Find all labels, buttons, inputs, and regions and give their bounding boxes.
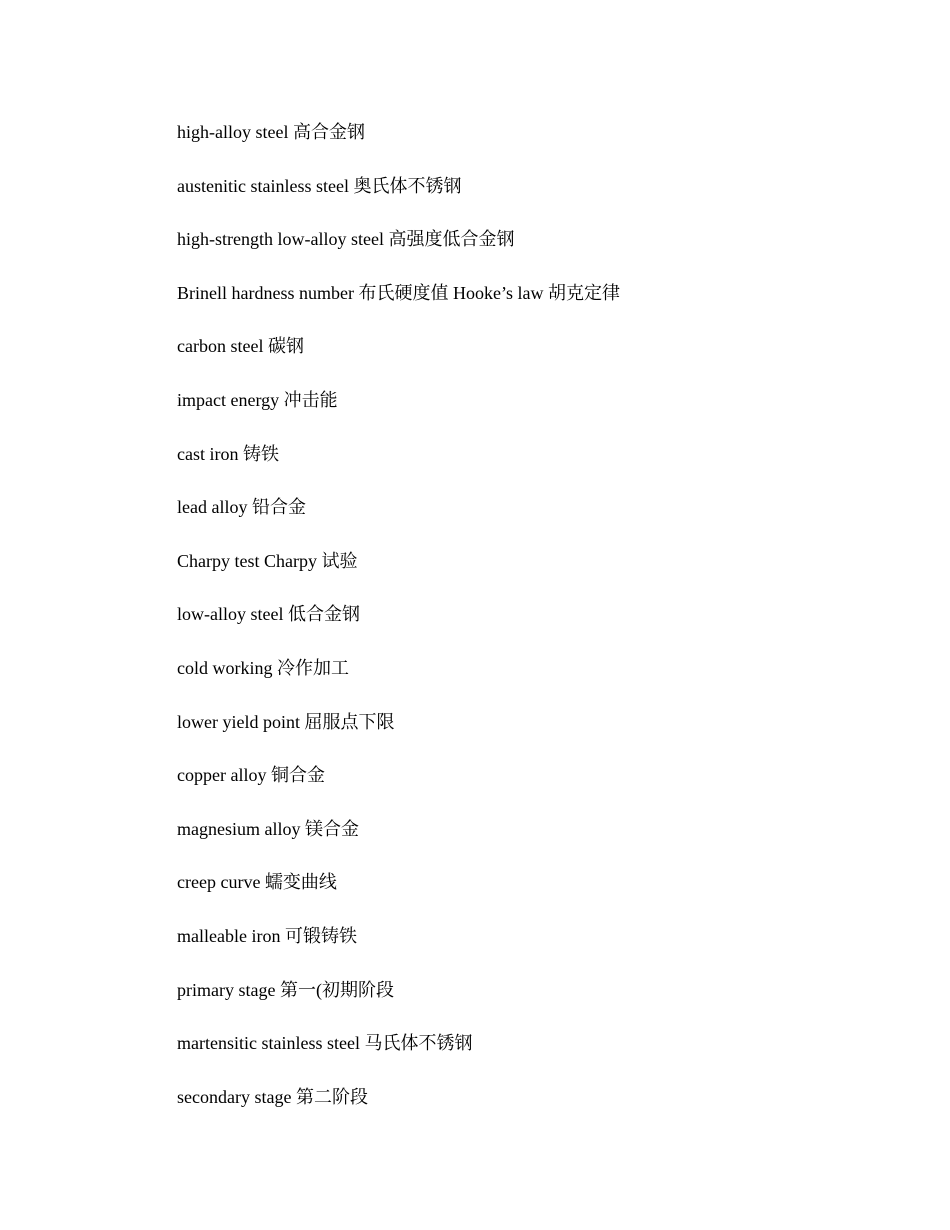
glossary-entry: lower yield point 屈服点下限 — [177, 711, 395, 732]
glossary-entry: magnesium alloy 镁合金 — [177, 818, 359, 839]
glossary-entry: creep curve 蠕变曲线 — [177, 872, 337, 893]
glossary-entry: carbon steel 碳钢 — [177, 336, 304, 357]
glossary-list — [177, 118, 620, 1136]
glossary-entry: impact energy 冲击能 — [177, 389, 338, 410]
glossary-entry: austenitic stainless steel 奥氏体不锈钢 — [177, 175, 462, 196]
glossary-entry: malleable iron 可锻铸铁 — [177, 925, 357, 946]
glossary-entry: primary stage 第一(初期阶段 — [177, 979, 394, 1000]
glossary-entry: low-alloy steel 低合金钢 — [177, 604, 360, 625]
glossary-entry: copper alloy 铜合金 — [177, 765, 325, 786]
glossary-entry: cast iron 铸铁 — [177, 443, 279, 464]
glossary-entry: high-strength low-alloy steel 高强度低合金钢 — [177, 229, 515, 250]
glossary-entry: secondary stage 第二阶段 — [177, 1086, 368, 1107]
glossary-entry: high-alloy steel 高合金钢 — [177, 122, 365, 142]
glossary-entry: Brinell hardness number 布氏硬度值 Hooke’s law 胡克定律 — [177, 282, 620, 303]
glossary-entry: martensitic stainless steel 马氏体不锈钢 — [177, 1033, 473, 1054]
glossary-entry: lead alloy 铅合金 — [177, 497, 306, 518]
glossary-entry: cold working 冷作加工 — [177, 657, 349, 678]
glossary-entry: Charpy test Charpy 试验 — [177, 550, 358, 571]
